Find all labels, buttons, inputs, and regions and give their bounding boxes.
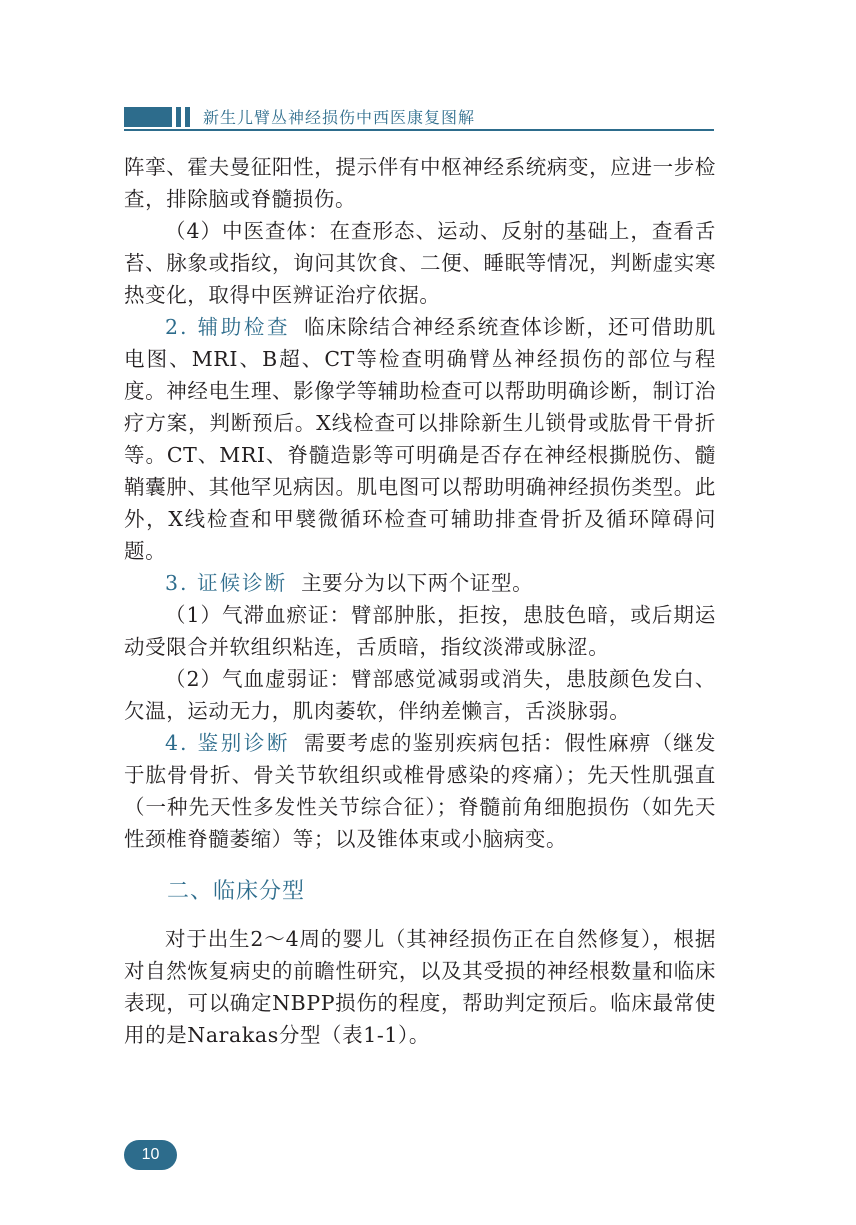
book-title: 新生儿臂丛神经损伤中西医康复图解 xyxy=(203,108,476,127)
subheading-syndrome-diagnosis: 3. 证候诊断 xyxy=(165,571,288,595)
header-rule xyxy=(124,129,714,131)
paragraph-text: 需要考虑的鉴别疾病包括：假性麻痹（继发于肱骨骨折、骨关节软组织或椎骨感染的疼痛）；先天性肌强直（一种先天性多发性关节综合征）；脊髓前角细胞损伤（如先天性颈椎脊髓萎缩）等；以及锥体束或小脑病变。 xyxy=(124,731,716,851)
paragraph-clinical-classification: 对于出生2～4周的婴儿（其神经损伤正在自然修复），根据对自然恢复病史的前瞻性研究，以及其受损的神经根数量和临床表现，可以确定NBPP损伤的程度，帮助判定预后。临床最常使用的是Narakas分型（表1-1）。 xyxy=(124,927,716,1047)
paragraph-continuation: 阵挛、霍夫曼征阳性，提示伴有中枢神经系统病变，应进一步检查，排除脑或脊髓损伤。 xyxy=(124,155,716,211)
paragraph-differential-diagnosis xyxy=(124,727,716,855)
paragraph-syndrome-diagnosis xyxy=(124,567,716,599)
section-heading: 二、临床分型 xyxy=(167,879,306,904)
running-header xyxy=(124,101,714,131)
paragraph-auxiliary-exam xyxy=(124,311,716,567)
subheading-auxiliary-exam: 2. 辅助检查 xyxy=(165,315,291,339)
header-decor-stripe xyxy=(176,107,181,127)
subheading-differential-diagnosis: 4. 鉴别诊断 xyxy=(165,731,291,755)
paragraph-qi-stagnation: （1）气滞血瘀证：臂部肿胀，拒按，患肢色暗，或后期运动受限合并软组织粘连，舌质暗，指纹淡滞或脉涩。 xyxy=(124,603,716,659)
paragraph-tcm-exam: （4）中医查体：在查形态、运动、反射的基础上，查看舌苔、脉象或指纹，询问其饮食、二便、睡眠等情况，判断虚实寒热变化，取得中医辨证治疗依据。 xyxy=(124,219,716,307)
header-decor-stripe xyxy=(185,107,190,127)
page-number-badge: 10 xyxy=(124,1140,177,1170)
paragraph-text: 主要分为以下两个证型。 xyxy=(301,571,534,595)
paragraph-qi-blood-deficiency: （2）气血虚弱证：臂部感觉减弱或消失，患肢颜色发白、欠温，运动无力，肌肉萎软，伴纳差懒言，舌淡脉弱。 xyxy=(124,667,716,723)
page-body xyxy=(124,151,716,1051)
header-decor-bar xyxy=(124,107,172,127)
paragraph-text: 临床除结合神经系统查体诊断，还可借助肌电图、MRI、B超、CT等检查明确臂丛神经损伤的部位与程度。神经电生理、影像学等辅助检查可以帮助明确诊断，制订治疗方案，判断预后。X线检查可以排除新生儿锁骨或肱骨干骨折等。CT、MRI、脊髓造影等可明确是否存在神经根撕脱伤、髓鞘囊肿、其他罕见病因。肌电图可以帮助明确神经损伤类型。此外，X线检查和甲襞微循环检查可辅助排查骨折及循环障碍问题。 xyxy=(124,315,716,563)
